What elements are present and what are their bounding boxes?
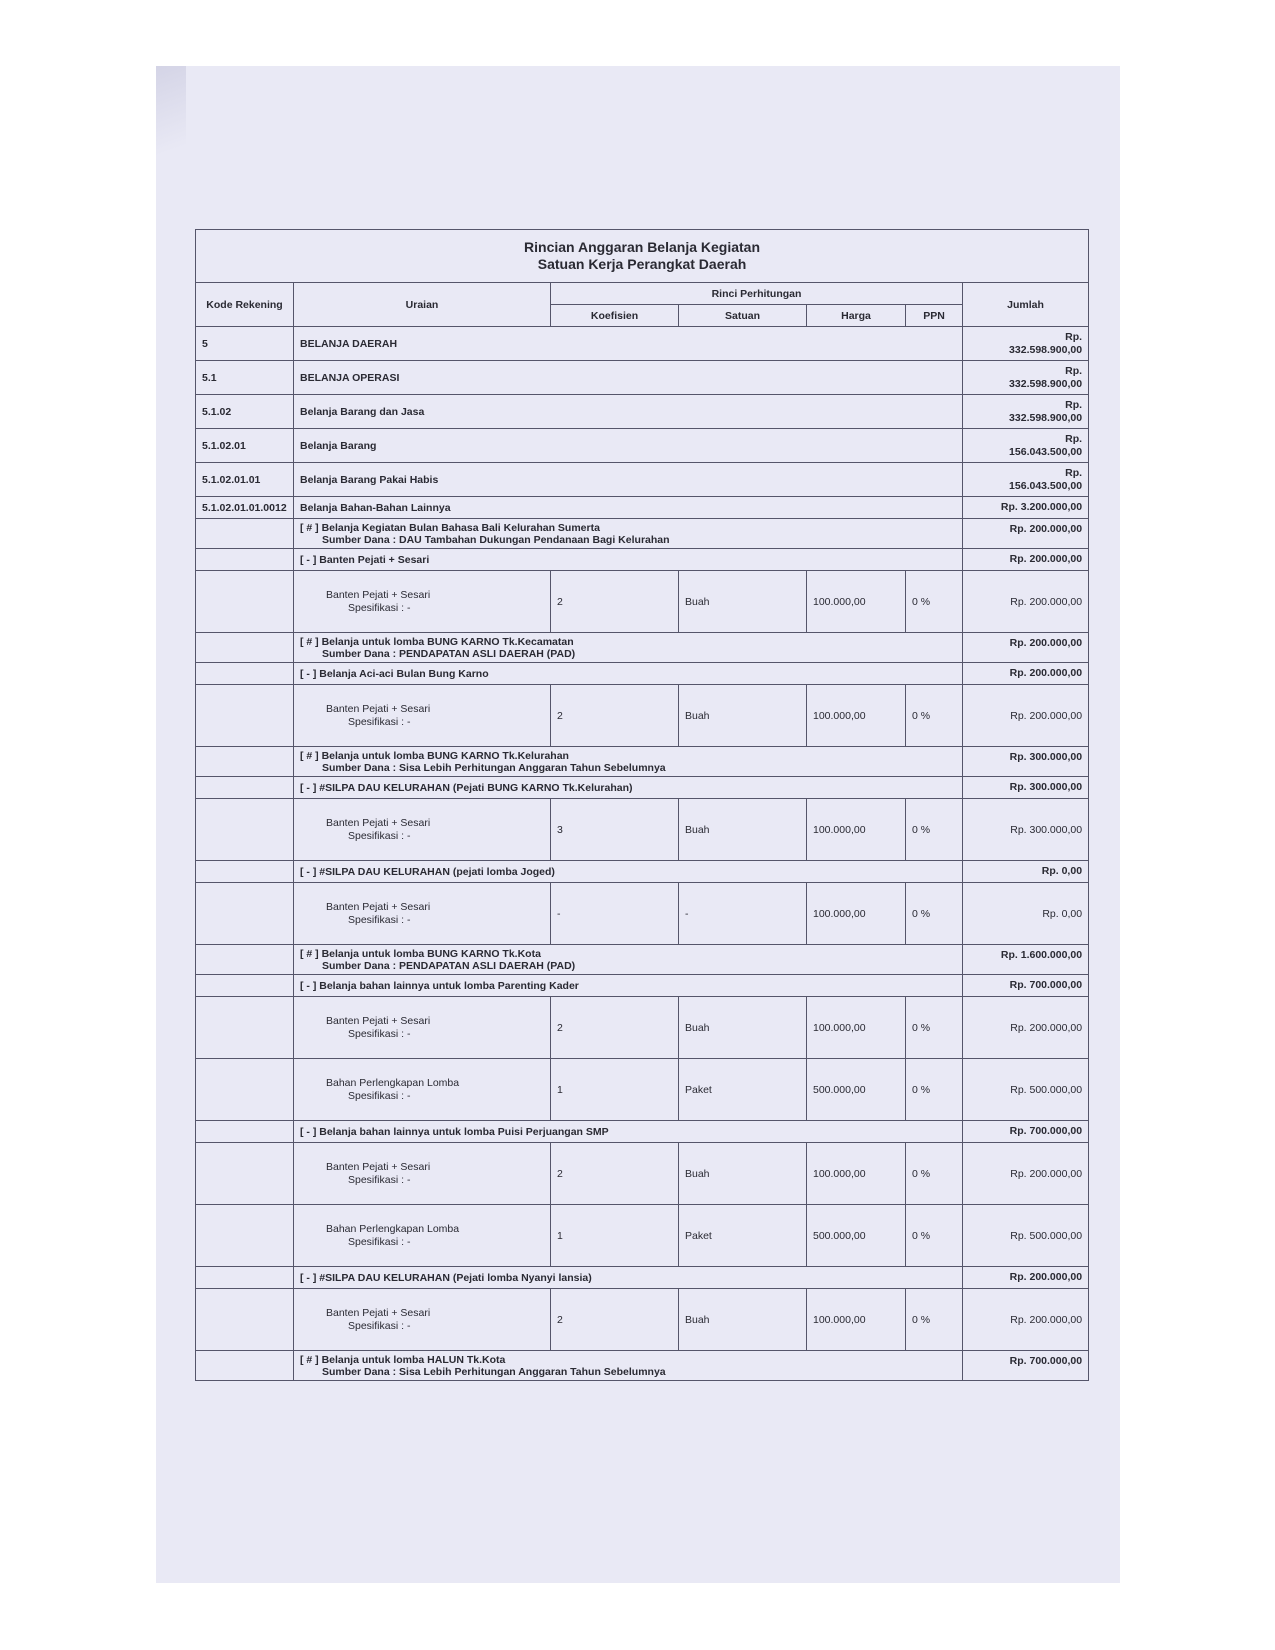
item-spec: Spesifikasi : - [348,1028,411,1040]
item-harga: 100.000,00 [807,571,906,633]
item-satuan: Paket [679,1059,807,1121]
item-row [196,883,1089,945]
item-koefisien: 1 [551,1059,679,1121]
item-spec: Spesifikasi : - [348,1090,411,1102]
item-ppn: 0 % [906,1205,963,1267]
account-jumlah: Rp. 156.043.500,00 [963,429,1089,463]
item-ppn: 0 % [906,997,963,1059]
title-line-2: Satuan Kerja Perangkat Daerah [537,256,747,272]
item-koefisien: 3 [551,799,679,861]
account-jumlah: Rp. 332.598.900,00 [963,395,1089,429]
paper-fold-shadow [156,66,186,206]
item-name: Banten Pejati + Sesari [326,1015,431,1027]
item-spec: Spesifikasi : - [348,830,411,842]
subgroup-kode [196,663,294,685]
account-rows [196,327,1089,519]
item-kode [196,685,294,747]
item-uraian [294,997,551,1059]
item-kode [196,883,294,945]
group-jumlah: Rp. 700.000,00 [963,1351,1089,1381]
item-name: Banten Pejati + Sesari [326,901,431,913]
item-name: Banten Pejati + Sesari [326,703,431,715]
item-uraian [294,1289,551,1351]
account-row [196,497,1089,519]
subgroup-row [196,1267,1089,1289]
item-name: Banten Pejati + Sesari [326,1307,431,1319]
group-row [196,1351,1089,1381]
group-kode [196,519,294,549]
group-row [196,519,1089,549]
item-row [196,571,1089,633]
item-satuan: - [679,883,807,945]
item-harga: 100.000,00 [807,883,906,945]
item-name: Bahan Perlengkapan Lomba [326,1077,460,1089]
item-koefisien: 2 [551,997,679,1059]
subgroup-row [196,1121,1089,1143]
item-ppn: 0 % [906,1143,963,1205]
item-satuan: Buah [679,997,807,1059]
subgroup-jumlah: Rp. 200.000,00 [963,1267,1089,1289]
item-koefisien: 2 [551,571,679,633]
subgroup-title: [ - ] #SILPA DAU KELURAHAN (Pejati BUNG KARNO Tk.Kelurahan) [294,777,963,799]
subgroup-jumlah: Rp. 700.000,00 [963,975,1089,997]
account-row [196,327,1089,361]
title-line-1: Rincian Anggaran Belanja Kegiatan [524,239,761,255]
subgroup-title: [ - ] #SILPA DAU KELURAHAN (Pejati lomba Nyanyi lansia) [294,1267,963,1289]
item-kode [196,1143,294,1205]
subgroup-row [196,549,1089,571]
item-spec: Spesifikasi : - [348,1174,411,1186]
item-harga: 100.000,00 [807,1143,906,1205]
group-sumber-dana: Sumber Dana : PENDAPATAN ASLI DAERAH (PAD) [322,647,576,660]
group-kode [196,945,294,975]
group-row [196,633,1089,663]
account-row [196,361,1089,395]
account-kode: 5.1.02 [196,395,294,429]
item-ppn: 0 % [906,685,963,747]
item-ppn: 0 % [906,571,963,633]
item-row [196,799,1089,861]
subgroup-jumlah: Rp. 0,00 [963,861,1089,883]
item-name: Banten Pejati + Sesari [326,817,431,829]
group-title: [ # ] Belanja untuk lomba BUNG KARNO Tk.Kota [300,947,541,960]
item-jumlah: Rp. 300.000,00 [963,799,1089,861]
item-uraian [294,883,551,945]
account-jumlah: Rp. 156.043.500,00 [963,463,1089,497]
item-jumlah: Rp. 500.000,00 [963,1205,1089,1267]
account-kode: 5.1.02.01.01 [196,463,294,497]
group-kode [196,633,294,663]
item-satuan: Buah [679,1289,807,1351]
group-jumlah: Rp. 1.600.000,00 [963,945,1089,975]
account-kode: 5.1.02.01.01.0012 [196,497,294,519]
account-uraian: Belanja Barang Pakai Habis [294,463,963,497]
item-koefisien: 1 [551,1205,679,1267]
header-kode: Kode Rekening [196,283,294,327]
item-row [196,1289,1089,1351]
group-sumber-dana: Sumber Dana : Sisa Lebih Perhitungan Anggaran Tahun Sebelumnya [322,761,666,774]
item-spec: Spesifikasi : - [348,1236,411,1248]
item-ppn: 0 % [906,1289,963,1351]
account-jumlah: Rp. 3.200.000,00 [963,497,1089,519]
item-harga: 100.000,00 [807,799,906,861]
group-sumber-dana: Sumber Dana : DAU Tambahan Dukungan Pendanaan Bagi Kelurahan [322,533,670,546]
group-jumlah: Rp. 200.000,00 [963,519,1089,549]
group-sumber-dana: Sumber Dana : Sisa Lebih Perhitungan Anggaran Tahun Sebelumnya [322,1365,666,1378]
detail-rows [196,519,1089,1381]
group-title: [ # ] Belanja untuk lomba BUNG KARNO Tk.Kecamatan [300,635,574,648]
item-satuan: Paket [679,1205,807,1267]
account-row [196,429,1089,463]
budget-table [195,229,1089,1381]
account-kode: 5 [196,327,294,361]
item-spec: Spesifikasi : - [348,914,411,926]
account-uraian: Belanja Bahan-Bahan Lainnya [294,497,963,519]
subgroup-jumlah: Rp. 200.000,00 [963,663,1089,685]
group-uraian [294,519,963,549]
item-koefisien: 2 [551,685,679,747]
group-kode [196,1351,294,1381]
table-title [196,230,1089,283]
item-name: Banten Pejati + Sesari [326,589,431,601]
header-satuan: Satuan [679,305,807,327]
item-koefisien: 2 [551,1143,679,1205]
group-jumlah: Rp. 300.000,00 [963,747,1089,777]
account-jumlah: Rp. 332.598.900,00 [963,327,1089,361]
item-koefisien: 2 [551,1289,679,1351]
header-harga: Harga [807,305,906,327]
subgroup-title: [ - ] Belanja Aci-aci Bulan Bung Karno [294,663,963,685]
item-jumlah: Rp. 200.000,00 [963,685,1089,747]
item-ppn: 0 % [906,883,963,945]
header-uraian: Uraian [294,283,551,327]
item-harga: 100.000,00 [807,1289,906,1351]
subgroup-row [196,861,1089,883]
item-kode [196,1205,294,1267]
item-satuan: Buah [679,571,807,633]
subgroup-kode [196,1267,294,1289]
item-spec: Spesifikasi : - [348,716,411,728]
account-row [196,463,1089,497]
group-row [196,747,1089,777]
item-ppn: 0 % [906,799,963,861]
item-row [196,1205,1089,1267]
item-jumlah: Rp. 200.000,00 [963,997,1089,1059]
subgroup-kode [196,861,294,883]
item-jumlah: Rp. 200.000,00 [963,571,1089,633]
item-uraian [294,1143,551,1205]
subgroup-title: [ - ] #SILPA DAU KELURAHAN (pejati lomba Joged) [294,861,963,883]
subgroup-kode [196,549,294,571]
header-jumlah: Jumlah [963,283,1089,327]
item-jumlah: Rp. 500.000,00 [963,1059,1089,1121]
item-ppn: 0 % [906,1059,963,1121]
item-row [196,1143,1089,1205]
account-jumlah: Rp. 332.598.900,00 [963,361,1089,395]
account-uraian: BELANJA DAERAH [294,327,963,361]
subgroup-title: [ - ] Belanja bahan lainnya untuk lomba Parenting Kader [294,975,963,997]
item-uraian [294,571,551,633]
subgroup-kode [196,1121,294,1143]
item-kode [196,571,294,633]
item-kode [196,799,294,861]
header-koefisien: Koefisien [551,305,679,327]
item-harga: 500.000,00 [807,1205,906,1267]
header-ppn: PPN [906,305,963,327]
subgroup-jumlah: Rp. 700.000,00 [963,1121,1089,1143]
group-kode [196,747,294,777]
item-row [196,685,1089,747]
item-uraian [294,685,551,747]
item-uraian [294,1059,551,1121]
subgroup-jumlah: Rp. 300.000,00 [963,777,1089,799]
item-uraian [294,1205,551,1267]
item-name: Bahan Perlengkapan Lomba [326,1223,460,1235]
item-satuan: Buah [679,685,807,747]
item-jumlah: Rp. 200.000,00 [963,1289,1089,1351]
item-uraian [294,799,551,861]
header-rinci: Rinci Perhitungan [551,283,963,305]
subgroup-kode [196,975,294,997]
item-satuan: Buah [679,799,807,861]
item-harga: 100.000,00 [807,997,906,1059]
account-kode: 5.1 [196,361,294,395]
group-uraian [294,633,963,663]
subgroup-kode [196,777,294,799]
group-jumlah: Rp. 200.000,00 [963,633,1089,663]
item-kode [196,1059,294,1121]
account-uraian: Belanja Barang dan Jasa [294,395,963,429]
subgroup-row [196,663,1089,685]
group-title: [ # ] Belanja untuk lomba HALUN Tk.Kota [300,1353,506,1366]
group-row [196,945,1089,975]
item-spec: Spesifikasi : - [348,602,411,614]
subgroup-row [196,975,1089,997]
group-uraian [294,1351,963,1381]
item-harga: 100.000,00 [807,685,906,747]
item-kode [196,1289,294,1351]
group-title: [ # ] Belanja Kegiatan Bulan Bahasa Bali Kelurahan Sumerta [300,521,600,534]
group-sumber-dana: Sumber Dana : PENDAPATAN ASLI DAERAH (PAD) [322,959,576,972]
item-koefisien: - [551,883,679,945]
item-row [196,1059,1089,1121]
item-row [196,997,1089,1059]
item-satuan: Buah [679,1143,807,1205]
group-title: [ # ] Belanja untuk lomba BUNG KARNO Tk.Kelurahan [300,749,569,762]
item-harga: 500.000,00 [807,1059,906,1121]
subgroup-title: [ - ] Banten Pejati + Sesari [294,549,963,571]
item-spec: Spesifikasi : - [348,1320,411,1332]
item-jumlah: Rp. 0,00 [963,883,1089,945]
account-row [196,395,1089,429]
group-uraian [294,747,963,777]
account-kode: 5.1.02.01 [196,429,294,463]
group-uraian [294,945,963,975]
account-uraian: BELANJA OPERASI [294,361,963,395]
subgroup-row [196,777,1089,799]
account-uraian: Belanja Barang [294,429,963,463]
item-kode [196,997,294,1059]
item-jumlah: Rp. 200.000,00 [963,1143,1089,1205]
item-name: Banten Pejati + Sesari [326,1161,431,1173]
subgroup-title: [ - ] Belanja bahan lainnya untuk lomba Puisi Perjuangan SMP [294,1121,963,1143]
subgroup-jumlah: Rp. 200.000,00 [963,549,1089,571]
